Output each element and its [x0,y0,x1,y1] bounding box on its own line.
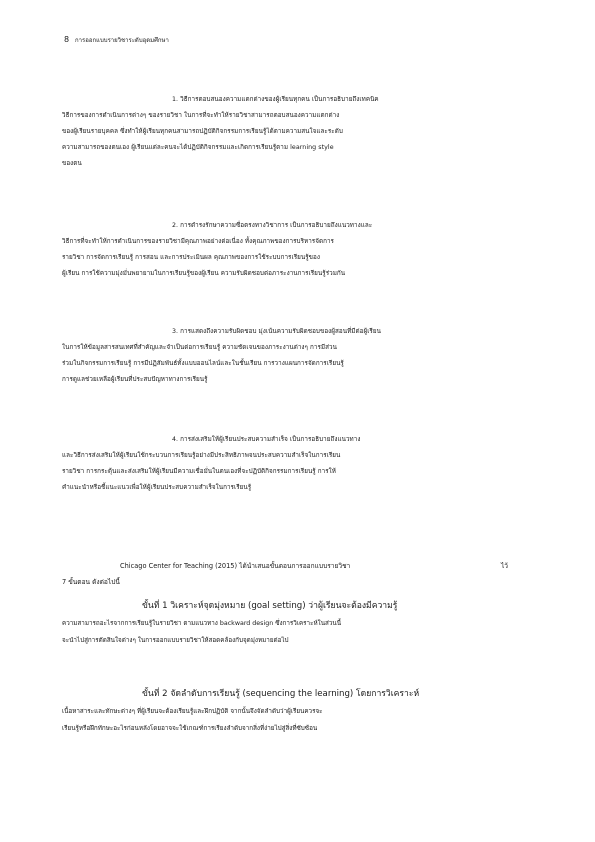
paragraph-4 [62,432,506,496]
paragraph-line: ของตน [62,160,82,167]
paragraph-3 [62,324,506,388]
chicago-intro [62,558,508,590]
step-line: จะนำไปสู่การตัดสินใจต่างๆ ในการออกแบบรายวิชาให้สอดคล้องกับจุดมุ่งหมายต่อไป [62,637,289,644]
paragraph-line: คำแนะนำหรือชี้แนะแนวเพื่อให้ผู้เรียนประสบความสำเร็จในการเรียนรู้ [62,484,252,491]
paragraph-line: 2. การดำรงรักษาความซื่อตรงทางวิชาการ เป็นการอธิบายถึงแนวทางและ [172,222,373,229]
paragraph-line: ความสามารถของตนเอง ผู้เรียนแต่ละคนจะได้ปฏิบัติกิจกรรมและเกิดการเรียนรู้ตาม learning style [62,144,334,151]
page-number: 8 [64,35,70,44]
paragraph-2 [62,218,506,282]
chicago-intro-line-1 [62,558,508,574]
step-2 [62,686,508,737]
chicago-intro-line-2: 7 ขั้นตอน ดังต่อไปนี้ [62,578,120,586]
step-heading: ขั้นที่ 2 จัดลำดับการเรียนรู้ (sequencing the learning) โดยการวิเคราะห์ [142,689,420,699]
paragraph-line: 1. วิธีการตอบสนองความแตกต่างของผู้เรียนทุกคน เป็นการอธิบายถึงเทคนิค [172,96,379,103]
step-line: ความสามารถอะไรจากการเรียนรู้ในรายวิชา ตามแนวทาง backward design ซึ่งการวิเคราะห์ในส่วนนี้ [62,620,341,627]
paragraph-line: 3. การแสดงถึงความรับผิดชอบ มุ่งเน้นความรับผิดชอบของผู้สอนที่มีต่อผู้เรียน [172,328,381,335]
running-title: การออกแบบรายวิชาระดับอุดมศึกษา [75,37,169,44]
step-1 [62,598,508,649]
paragraph-line: รายวิชา การกระตุ้นและส่งเสริมให้ผู้เรียนมีความเชื่อมั่นในตนเองที่จะปฏิบัติกิจกรรมการเรียนรู้ การให้ [62,468,336,475]
paragraph-line: รายวิชา การจัดการเรียนรู้ การสอน และการประเมินผล คุณภาพของการใช้ระบบการเรียนรู้ของ [62,254,320,261]
paragraph-line: วิธีการที่จะทำให้การดำเนินการของรายวิชามีคุณภาพอย่างต่อเนื่อง ทั้งคุณภาพของการบริหารจัดการ [62,238,334,245]
paragraph-1 [62,92,506,172]
paragraph-line: 4. การส่งเสริมให้ผู้เรียนประสบความสำเร็จ เป็นการอธิบายถึงแนวทาง [172,436,361,443]
step-line: เนื้อหาสาระและทักษะต่างๆ ที่ผู้เรียนจะต้องเรียนรู้และฝึกปฏิบัติ จากนั้นจึงจัดลำดับว่าผู้เรียนควรจะ [62,708,323,715]
step-line: เรียนรู้หรือฝึกทักษะอะไรก่อนหลังโดยอาจจะใช้เกณฑ์การเรียงลำดับจากสิ่งที่ง่ายไปสู่สิ่งที่ซับซ้อน [62,725,318,732]
step-heading: ขั้นที่ 1 วิเคราะห์จุดมุ่งหมาย (goal setting) ว่าผู้เรียนจะต้องมีความรู้ [142,601,398,611]
paragraph-line: ร่วมในกิจกรรมการเรียนรู้ การมีปฏิสัมพันธ์ทั้งแบบออนไลน์และในชั้นเรียน การวางแผนการจัดการเรียนรู้ [62,360,344,367]
paragraph-line: และวิธีการส่งเสริมให้ผู้เรียนใช้กระบวนการเรียนรู้อย่างมีประสิทธิภาพจนประสบความสำเร็จในการเรียน [62,452,341,459]
page-header [64,36,169,45]
paragraph-line: ผู้เรียน การใช้ความมุ่งมั่นพยายามในการเรียนรู้ของผู้เรียน ความรับผิดชอบต่อภาระงานการเรียนรู้ร่วมกัน [62,270,346,277]
chicago-intro-text: Chicago Center for Teaching (2015) ได้นำเสนอขั้นตอนการออกแบบรายวิชา [120,562,351,570]
paragraph-line: ในการให้ข้อมูลสารสนเทศที่สำคัญและจำเป็นต่อการเรียนรู้ ความชัดเจนของภาระงานต่างๆ การมีส่วน [62,344,337,351]
paragraph-line: การดูแลช่วยเหลือผู้เรียนที่ประสบปัญหาทางการเรียนรู้ [62,376,208,383]
paragraph-line: ของผู้เรียนรายบุคคล ซึ่งทำให้ผู้เรียนทุกคนสามารถปฏิบัติกิจกรรมการเรียนรู้ได้ตามความสนใจและระดับ [62,128,343,135]
chicago-intro-tail: ไว้ [500,562,508,570]
paragraph-line: วิธีการของการดำเนินการต่างๆ ของรายวิชา ในการที่จะทำให้รายวิชาสามารถตอบสนองความแตกต่าง [62,112,340,119]
